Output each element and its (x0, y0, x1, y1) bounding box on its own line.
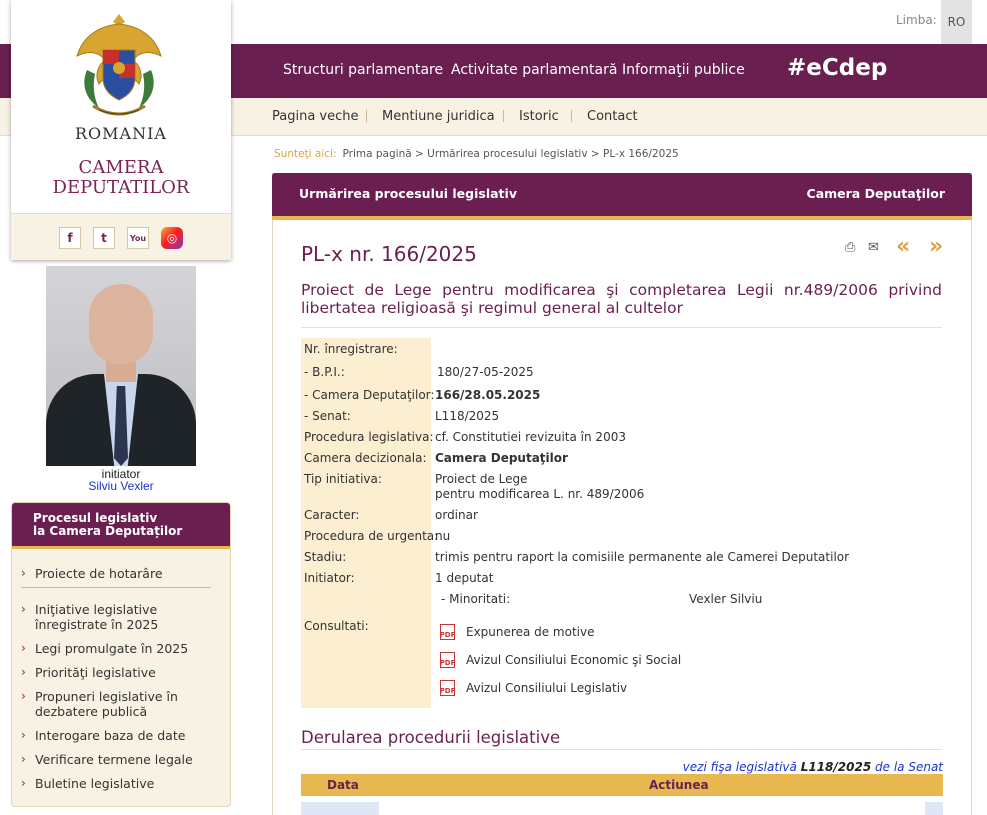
project-number: PL-x nr. 166/2025 (301, 242, 477, 266)
sidebar-divider (21, 587, 211, 588)
nav-activitate-parlamentara[interactable]: Activitate parlamentară (451, 62, 618, 78)
sidebar-item-label: Verificare termene legale (35, 752, 193, 767)
nav-contact[interactable]: Contact (587, 109, 638, 124)
project-title: Proiect de Lege pentru modificarea şi completarea Legii nr.489/2006 privind libertatea religioasă şi regimul general al cultelor (301, 281, 942, 317)
sidebar-title-line2: la Camera Deputaților (33, 524, 183, 538)
chevron-right-icon: › (21, 689, 26, 703)
nav-mentiune-juridica[interactable]: Mentiune juridica (382, 109, 495, 124)
chevron-right-icon: › (21, 641, 26, 655)
value-camera-deputatilor: 166/28.05.2025 (435, 388, 541, 402)
value-procedura-urgenta: nu (435, 529, 451, 543)
institution-name-line2: DEPUTATILOR (52, 177, 190, 198)
fisa-code: L118/2025 (800, 760, 872, 774)
email-icon[interactable]: ✉ (868, 240, 879, 255)
nav-separator (503, 110, 504, 122)
table-row-date-cell (301, 802, 379, 815)
value-minoritati-link[interactable]: Vexler Silviu (689, 592, 763, 606)
chevron-right-icon: › (21, 776, 26, 790)
nav-informatii-publice[interactable]: Informaţii publice (622, 62, 745, 78)
sidebar-item-label: Interogare baza de date (35, 728, 186, 743)
document-title: Expunerea de motive (466, 625, 595, 639)
document-title: Avizul Consiliului Economic şi Social (466, 653, 682, 667)
value-bpi: 180/27-05-2025 (437, 365, 534, 379)
previous-icon[interactable]: « (896, 234, 911, 259)
chevron-right-icon: › (21, 665, 26, 679)
sidebar-header (12, 503, 230, 549)
social-links (11, 213, 231, 260)
label-consultati: Consultati: (304, 619, 369, 633)
label-camera-decizionala: Camera decizionala: (304, 451, 427, 465)
label-caracter: Caracter: (304, 508, 360, 522)
sidebar-item-label: Priorităţi legislative (35, 665, 156, 680)
label-tip-initiativa: Tip initiativa: (304, 472, 382, 486)
column-header-actiunea: Actiunea (649, 778, 709, 792)
chevron-right-icon: › (21, 602, 26, 616)
youtube-icon[interactable]: You (127, 227, 149, 249)
label-bpi: - B.P.I.: (304, 365, 345, 379)
divider (301, 749, 942, 750)
print-icon[interactable]: ⎙ (845, 240, 856, 255)
value-tip-initiativa-line1: Proiect de Lege (435, 472, 528, 486)
next-icon[interactable]: » (929, 234, 944, 259)
breadcrumb (274, 148, 679, 160)
sidebar-item-label: Propuneri legislative în dezbatere publică (35, 689, 178, 719)
table-row-end-cell (925, 802, 943, 815)
chevron-right-icon: › (21, 566, 26, 580)
chevron-right-icon: › (21, 728, 26, 742)
label-nr-inregistrare: Nr. înregistrare: (304, 342, 398, 356)
breadcrumb-path[interactable]: Prima pagină > Urmărirea procesului legislativ > PL-x 166/2025 (342, 148, 679, 160)
initiator-caption: initiator (101, 467, 141, 481)
nav-separator (366, 110, 367, 122)
fisa-suffix: de la Senat (875, 760, 943, 774)
country-name: ROMANIA (75, 124, 167, 143)
fisa-prefix: vezi fişa legislativă (682, 760, 797, 774)
facebook-icon[interactable]: f (59, 227, 81, 249)
coat-of-arms-icon (69, 10, 169, 126)
logo-card[interactable] (11, 0, 231, 260)
sidebar-item-label: Legi promulgate în 2025 (35, 641, 189, 656)
senat-fisa-link[interactable] (600, 760, 943, 774)
pdf-icon: PDF (440, 624, 455, 640)
twitter-icon[interactable]: t (93, 227, 115, 249)
language-ro-button[interactable]: RO (941, 0, 972, 44)
instagram-icon[interactable]: ◎ (161, 227, 183, 249)
value-camera-decizionala: Camera Deputaţilor (435, 451, 568, 465)
institution-name (11, 158, 231, 198)
nav-pagina-veche[interactable]: Pagina veche (272, 109, 359, 124)
institution-name-line1: CAMERA (78, 157, 164, 178)
value-procedura-legislativa: cf. Constitutiei revizuita în 2003 (435, 430, 626, 444)
value-caracter: ordinar (435, 508, 478, 522)
label-initiator: Initiator: (304, 571, 355, 585)
initiator-name-link[interactable]: Silviu Vexler (88, 479, 154, 493)
value-senat: L118/2025 (435, 409, 500, 423)
nav-istoric[interactable]: Istoric (519, 109, 559, 124)
procedure-table-header (301, 774, 943, 796)
sidebar-item-label: Buletine legislative (35, 776, 155, 791)
ecdep-brand-link[interactable]: #eCdep (787, 55, 888, 81)
sidebar-title-line1: Procesul legislativ (33, 511, 158, 525)
sidebar-item-label: Proiecte de hotarâre (35, 566, 163, 581)
chevron-right-icon: › (21, 752, 26, 766)
card-header-chamber: Camera Deputaţilor (806, 186, 945, 201)
card-header-title: Urmărirea procesului legislativ (299, 186, 517, 201)
breadcrumb-prefix: Sunteţi aici: (274, 148, 337, 160)
label-camera-deputatilor: - Camera Deputaţilor: (304, 388, 435, 402)
column-header-data: Data (327, 778, 359, 792)
divider (301, 327, 942, 328)
sidebar-item-label: Iniţiative legislative înregistrate în 2025 (35, 602, 159, 632)
pdf-icon: PDF (440, 652, 455, 668)
label-procedura-urgenta: Procedura de urgenta: (304, 529, 439, 543)
value-tip-initiativa-line2: pentru modificarea L. nr. 489/2006 (435, 487, 645, 501)
procedure-section-title: Derularea procedurii legislative (301, 728, 561, 747)
label-stadiu: Stadiu: (304, 550, 347, 564)
nav-separator (571, 110, 572, 122)
initiator-photo[interactable] (46, 266, 196, 466)
label-minoritati: - Minoritati: (441, 592, 511, 606)
value-stadiu: trimis pentru raport la comisiile permanente ale Camerei Deputatilor (435, 550, 850, 564)
value-initiator: 1 deputat (435, 571, 494, 585)
document-title: Avizul Consiliului Legislativ (466, 681, 628, 695)
card-header (272, 173, 972, 220)
label-procedura-legislativa: Procedura legislativa: (304, 430, 434, 444)
label-senat: - Senat: (304, 409, 351, 423)
pdf-icon: PDF (440, 680, 455, 696)
language-label: Limba: (896, 13, 937, 27)
nav-structuri-parlamentare[interactable]: Structuri parlamentare (283, 62, 444, 78)
